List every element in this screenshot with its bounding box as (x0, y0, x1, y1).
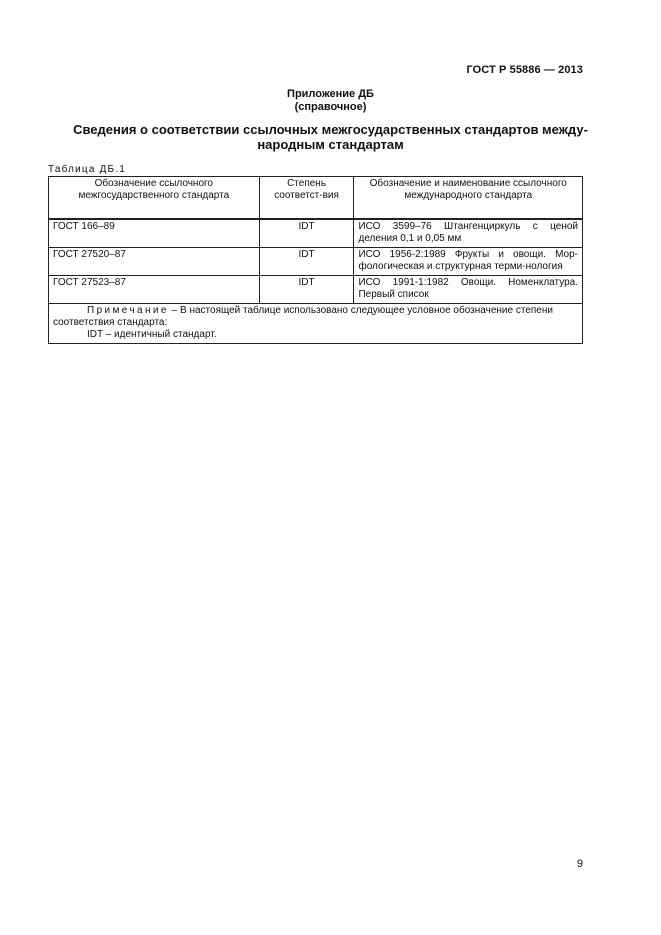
note-legend: IDT – идентичный стандарт. (87, 329, 217, 340)
standard-number: ГОСТ Р 55886 — 2013 (466, 64, 583, 76)
cell-degree: IDT (259, 276, 354, 304)
note-label: Примечание (87, 305, 169, 316)
page-number: 9 (576, 858, 583, 870)
cell-degree: IDT (259, 248, 354, 276)
table-note-row (49, 304, 583, 344)
table-note (49, 304, 583, 344)
cell-gost: ГОСТ 27520–87 (49, 248, 260, 276)
correspondence-table (48, 176, 583, 344)
table-row (49, 219, 583, 248)
column-header-degree: Степень соответст-вия (259, 177, 354, 220)
table-caption: Таблица ДБ.1 (48, 164, 127, 175)
table-row (49, 276, 583, 304)
appendix-heading (0, 88, 661, 114)
cell-gost: ГОСТ 166–89 (49, 219, 260, 248)
note-text: – В настоящей таблице использовано следующее условное обозначение степени соответствия стандарта: (53, 305, 553, 328)
column-header-gost: Обозначение ссылочного межгосударственного стандарта (49, 177, 260, 220)
cell-iso: ИСО 3599–76 Штангенциркуль с ценой деления 0,1 и 0,05 мм (354, 219, 583, 248)
table-header-row (49, 177, 583, 220)
cell-iso: ИСО 1991-1:1982 Овощи. Номенклатура. Первый список (354, 276, 583, 304)
appendix-title: Приложение ДБ (287, 88, 374, 100)
cell-iso: ИСО 1956-2:1989 Фрукты и овощи. Мор-фологическая и структурная терми-нология (354, 248, 583, 276)
column-header-iso: Обозначение и наименование ссылочного международного стандарта (354, 177, 583, 220)
table-row (49, 248, 583, 276)
section-title: Сведения о соответствии ссылочных межгосударственных стандартов между-народным стандартам (73, 122, 588, 152)
appendix-subtitle: (справочное) (294, 101, 367, 113)
cell-degree: IDT (259, 219, 354, 248)
cell-gost: ГОСТ 27523–87 (49, 276, 260, 304)
